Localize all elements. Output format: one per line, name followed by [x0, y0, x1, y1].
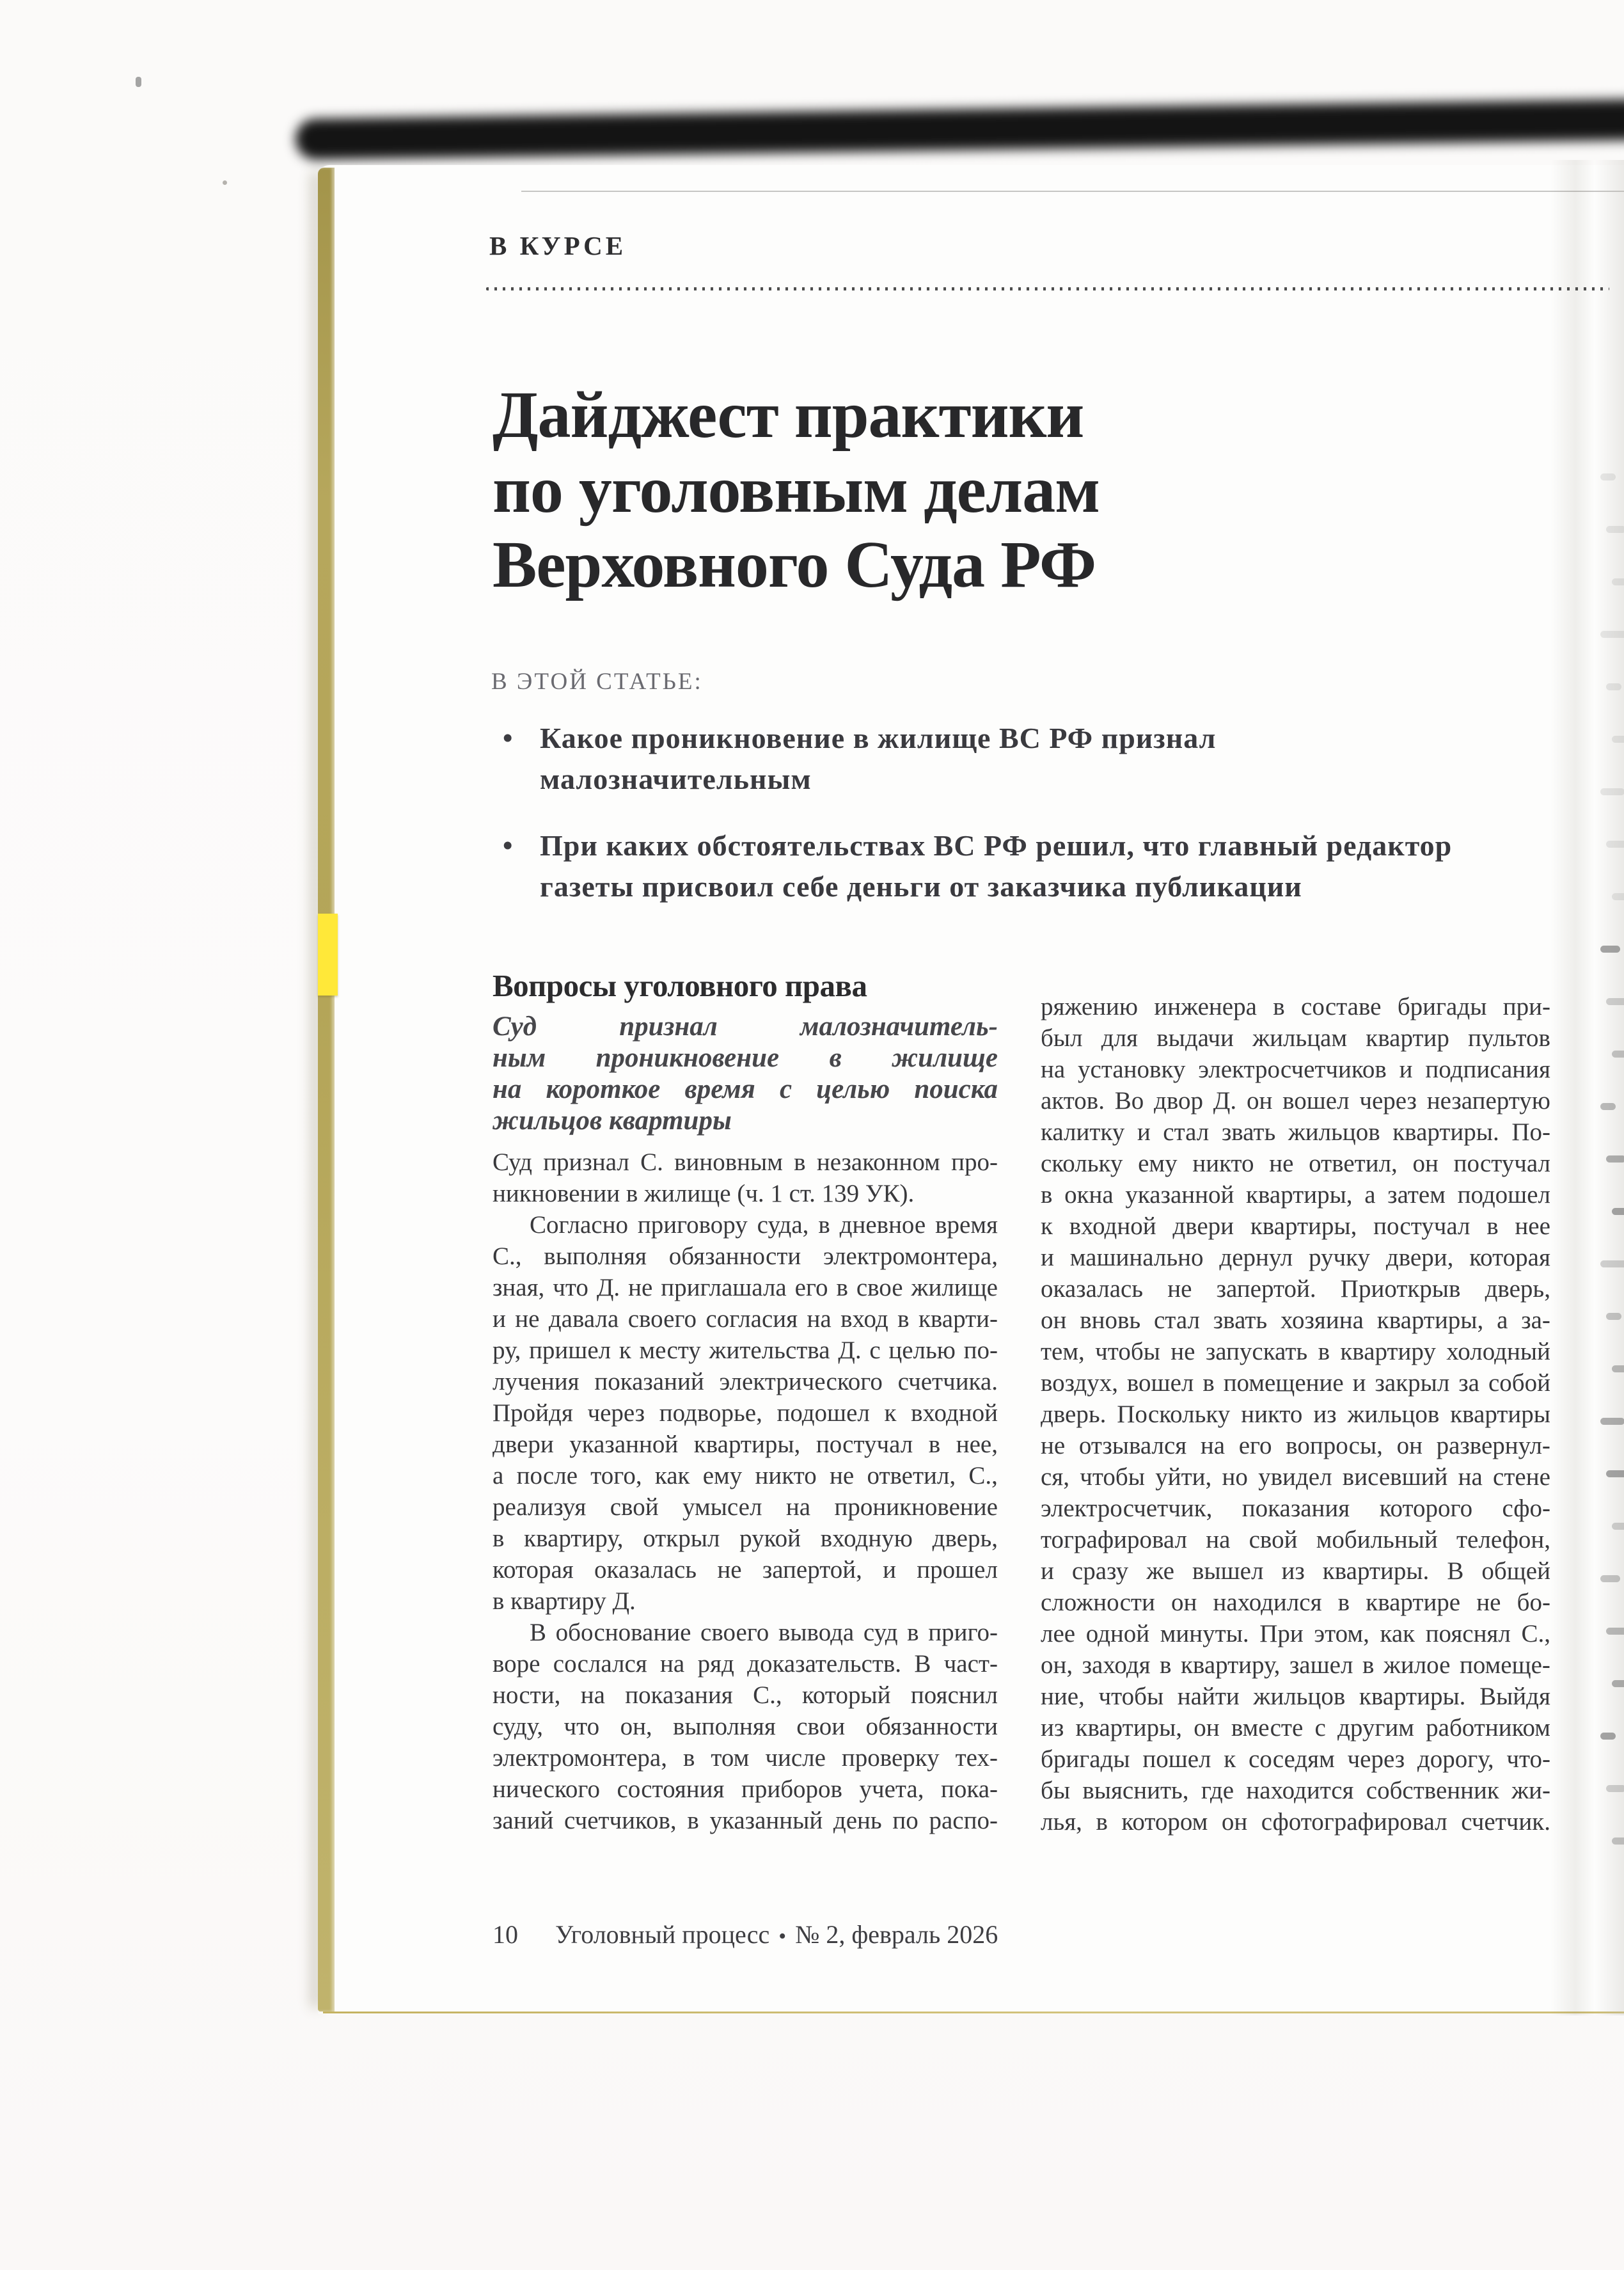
text-line: ние, чтобы найти жильцов квартиры. Выйдя [1041, 1683, 1550, 1710]
dotted-rule [486, 287, 1609, 290]
text-line: дверь. Поскольку никто из жильцов квартиры [1041, 1401, 1550, 1428]
right-column-body [1041, 991, 1550, 1837]
text-line: к входной двери квартиры, постучал в нее [1041, 1212, 1550, 1240]
text-line: нического состояния приборов учета, пока- [493, 1775, 998, 1803]
text-line: Пройдя через подворье, подошел к входной [493, 1399, 998, 1427]
text-line: лья, в котором он сфотографировал счетчик. [1041, 1808, 1550, 1836]
text-line: в окна указанной квартиры, а затем подошел [1041, 1181, 1550, 1209]
text-line: ности, на показания С., который пояснил [493, 1681, 998, 1709]
bleed-mark [1600, 788, 1624, 795]
text-line: реализуя свой умысел на проникновение [493, 1493, 998, 1521]
bleed-mark [1600, 1418, 1624, 1425]
footer-separator-dot: • [778, 1925, 787, 1948]
text-line: тографировал на свой мобильный телефон, [1041, 1526, 1550, 1553]
text-line: воре сослался на ряд доказательств. В част- [493, 1650, 998, 1678]
text-line: С., выполняя обязанности электромонтера, [493, 1242, 998, 1270]
issue-label: № 2, февраль 2026 [795, 1920, 998, 1949]
bullet-item [503, 825, 1590, 907]
text-line: тем, чтобы не запускать в квартиру холодный [1041, 1338, 1550, 1365]
journal-name: Уголовный процесс [555, 1920, 770, 1949]
text-line: сложности он находился в квартире не бо- [1041, 1589, 1550, 1616]
text-line: зная, что Д. не приглашала его в свое жилище [493, 1274, 998, 1301]
text-line: Согласно приговору суда, в дневное время [530, 1211, 998, 1239]
body-paragraph [1041, 991, 1550, 1837]
text-line: которая оказалась не запертой, и прошел [493, 1556, 998, 1583]
body-paragraph [493, 1209, 998, 1617]
text-line: а после того, как ему никто не ответил, С., [493, 1462, 998, 1489]
text-line: Суд признал С. виновным в незаконном про- [493, 1148, 998, 1176]
text-line: ным проникновение в жилище [493, 1043, 998, 1073]
article-title-line: Дайджест практики [493, 378, 1084, 452]
bleed-mark [1600, 1575, 1620, 1582]
text-line: в квартиру, открыл рукой входную дверь, [493, 1525, 998, 1552]
body-paragraph [493, 1147, 998, 1209]
bleed-mark [1600, 1260, 1624, 1267]
bullet-marker-icon: • [503, 830, 513, 861]
page-number: 10 [493, 1920, 518, 1949]
text-line: на короткое время с целью поиска [493, 1074, 998, 1104]
page-block-edge-strip [318, 168, 335, 2012]
article-title-line: Верховного Суда РФ [493, 528, 1096, 601]
text-line: и машинально дернул ручку двери, которая [1041, 1244, 1550, 1271]
text-line: на установку электросчетчиков и подписания [1041, 1056, 1550, 1083]
text-line: оказалась не запертой. Приоткрыв дверь, [1041, 1275, 1550, 1303]
sticky-note-tab [318, 914, 338, 996]
text-line: калитку и стал звать жильцов квартиры. По- [1041, 1118, 1550, 1146]
page-footer [493, 1919, 998, 1949]
bleed-mark [1612, 1365, 1624, 1372]
text-line: никновении в жилище (ч. 1 ст. 139 УК). [493, 1180, 915, 1207]
underlying-page-edge-line [521, 191, 1624, 192]
text-line: из квартиры, он вместе с другим работником [1041, 1714, 1550, 1742]
bullet-item [503, 718, 1590, 800]
in-this-article-label: В ЭТОЙ СТАТЬЕ: [491, 669, 703, 695]
bleed-mark [1606, 683, 1621, 690]
bleed-mark [1612, 1051, 1624, 1058]
left-column [493, 967, 998, 1836]
left-column-body [493, 1147, 998, 1836]
page-bottom-edge-line [323, 2012, 1624, 2013]
text-line: в квартиру Д. [493, 1587, 636, 1615]
bleed-mark [1606, 998, 1624, 1005]
bleed-mark [1612, 1523, 1624, 1530]
text-line: ру, пришел к месту жительства Д. с целью по- [493, 1337, 998, 1364]
case-subheading [493, 1011, 998, 1136]
bleed-mark [1600, 1103, 1616, 1110]
text-line: был для выдачи жильцам квартир пультов [1041, 1024, 1550, 1052]
bleed-mark [1612, 1208, 1624, 1215]
text-line: электромонтера, в том числе проверку тех- [493, 1744, 998, 1772]
bleed-mark [1606, 1313, 1621, 1320]
bleed-mark [1606, 1470, 1624, 1477]
bullet-text: Какое проникновение в жилище ВС РФ признал малозначительным [540, 722, 1217, 795]
article-title-line: по уголовным делам [493, 453, 1100, 527]
text-line: бригады пошел к соседям через дорогу, что- [1041, 1745, 1550, 1773]
scan-speck [223, 180, 227, 185]
text-line: и не давала своего согласия на вход в кварти- [493, 1305, 998, 1333]
bleed-mark [1606, 1155, 1624, 1163]
scan-speck [136, 77, 141, 87]
section-heading: Вопросы уголовного права [493, 968, 867, 1003]
bleed-mark [1606, 526, 1624, 533]
bleed-mark [1612, 578, 1624, 585]
text-line: двери указанной квартиры, постучал в нее, [493, 1431, 998, 1458]
text-line: Суд признал малозначитель- [493, 1012, 998, 1042]
bleed-mark [1606, 1785, 1624, 1792]
bleed-mark [1612, 1680, 1624, 1687]
text-line: ряжению инженера в составе бригады при- [1041, 993, 1550, 1020]
text-line: и сразу же вышел из квартиры. В общей [1041, 1557, 1550, 1585]
bleed-mark [1612, 1837, 1624, 1845]
text-line: он, заходя в квартиру, зашел в жилое помеще- [1041, 1651, 1550, 1679]
kicker-rubric: В КУРСЕ [489, 231, 627, 260]
right-column [1041, 991, 1550, 1837]
article-title [493, 377, 1100, 602]
text-line: актов. Во двор Д. он вошел через незапертую [1041, 1087, 1550, 1115]
bleed-mark [1612, 736, 1624, 743]
bullet-text: При каких обстоятельствах ВС РФ решил, что главный редактор газеты присвоил себе деньги от заказчика публикации [540, 829, 1453, 903]
bleed-mark [1600, 631, 1624, 638]
text-line: заний счетчиков, в указанный день по распо- [493, 1807, 998, 1834]
text-line: лучения показаний электрического счетчика. [493, 1368, 998, 1395]
text-line: он вновь стал звать хозяина квартиры, а за- [1041, 1306, 1550, 1334]
summary-bullet-list [503, 718, 1590, 933]
text-line: скольку ему никто не ответил, он постучал [1041, 1150, 1550, 1177]
text-line: лее одной минуты. При этом, как пояснял С., [1041, 1620, 1550, 1647]
text-line: жильцов квартиры [493, 1106, 732, 1136]
book-top-shadow [296, 99, 1624, 160]
text-line: электросчетчик, показания которого сфо- [1041, 1495, 1550, 1522]
bleed-mark [1612, 893, 1624, 900]
bullet-marker-icon: • [503, 722, 513, 754]
text-line: воздух, вошел в помещение и закрыл за собой [1041, 1369, 1550, 1397]
bleed-mark [1600, 1733, 1616, 1740]
bleed-mark [1600, 946, 1620, 953]
text-line: не отзывался на его вопросы, он развернул- [1041, 1432, 1550, 1459]
bleed-mark [1606, 841, 1624, 848]
text-line: бы выяснить, где находится собственник жи- [1041, 1777, 1550, 1804]
text-line: В обоснование своего вывода суд в приго- [530, 1619, 998, 1646]
text-line: ся, чтобы уйти, но увидел висевший на стене [1041, 1463, 1550, 1491]
text-line: суду, что он, выполняя свои обязанности [493, 1713, 998, 1740]
body-paragraph [493, 1617, 998, 1836]
bleed-mark [1600, 473, 1616, 480]
bleed-mark [1606, 1628, 1624, 1635]
